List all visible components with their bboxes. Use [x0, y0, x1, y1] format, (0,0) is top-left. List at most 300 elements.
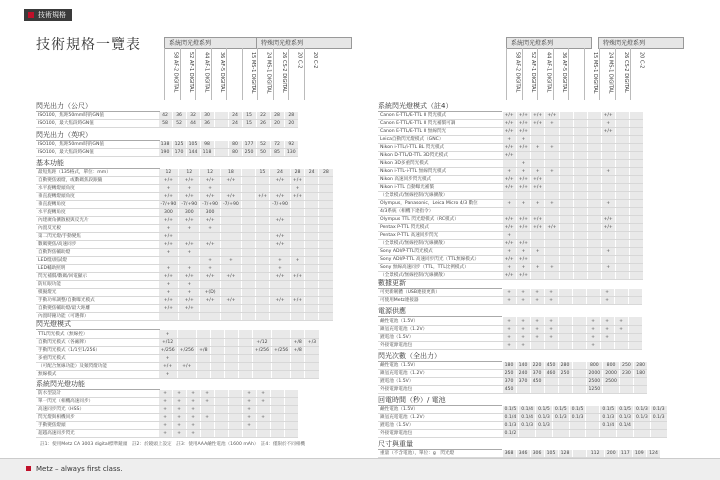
row-label: 超越高速同步閃光	[36, 430, 158, 438]
value-cell	[545, 128, 559, 136]
table-row	[378, 224, 643, 232]
value-cell	[220, 289, 241, 297]
value-cell: +	[256, 414, 270, 422]
value-cell: +/+	[531, 216, 545, 224]
value-cell	[214, 148, 228, 156]
value-cell	[615, 144, 629, 152]
value-cell	[615, 168, 629, 176]
value-cell	[224, 346, 238, 354]
value-cell	[305, 273, 319, 281]
value-cell	[238, 338, 252, 346]
table-row	[36, 430, 298, 438]
value-cell	[545, 136, 559, 144]
value-cell	[241, 177, 255, 185]
value-cell	[270, 398, 284, 406]
value-cell	[629, 144, 643, 152]
value-cell	[615, 136, 629, 144]
value-cell: +	[158, 225, 179, 233]
value-cell	[255, 249, 269, 257]
value-cell: +/256	[272, 346, 291, 354]
value-cell	[214, 422, 228, 430]
value-cell	[633, 430, 650, 438]
value-cell	[552, 422, 569, 430]
value-cell	[572, 333, 586, 341]
value-cell: +	[530, 297, 544, 305]
value-cell	[270, 281, 291, 289]
value-cell	[516, 192, 530, 200]
row-label: 自動變焦輔助燈/最大距離	[36, 305, 158, 313]
table-row	[36, 390, 298, 398]
value-cell	[601, 144, 615, 152]
value-cell: +	[158, 390, 172, 398]
value-cell	[587, 240, 601, 248]
left-model-header: 15 MS-1 DIGITAL	[242, 48, 258, 100]
value-cell	[629, 152, 643, 160]
value-cell	[220, 241, 241, 249]
value-cell	[629, 192, 643, 200]
value-cell	[241, 209, 255, 217]
value-cell: +/8	[196, 346, 210, 354]
value-cell	[305, 354, 319, 362]
value-cell	[615, 160, 629, 168]
value-cell	[241, 233, 255, 241]
value-cell	[220, 209, 241, 217]
value-cell: +/+	[220, 297, 241, 305]
value-cell: +/+	[220, 273, 241, 281]
row-label: （全景模式/無線控制/光線擴散）	[378, 240, 502, 248]
value-cell	[228, 414, 242, 422]
value-cell	[241, 193, 255, 201]
value-cell	[629, 240, 643, 248]
value-cell: 0.1/5	[502, 406, 519, 414]
value-cell	[573, 160, 587, 168]
value-cell	[228, 390, 242, 398]
value-cell: 52	[256, 141, 270, 149]
value-cell: +	[158, 281, 179, 289]
value-cell: +/+	[158, 177, 179, 185]
value-cell: +	[158, 422, 172, 430]
value-cell	[559, 216, 573, 224]
value-cell	[516, 385, 530, 393]
value-cell: +	[516, 200, 530, 208]
right-model-header: 36 AF-5 DIGITAL	[553, 48, 569, 100]
value-cell	[569, 430, 586, 438]
value-cell	[629, 232, 643, 240]
table-row	[36, 265, 333, 273]
value-cell	[214, 112, 228, 120]
value-cell	[573, 240, 587, 248]
value-cell	[600, 341, 614, 349]
value-cell	[600, 430, 617, 438]
row-label: 數碼變焦/高速同步	[36, 241, 158, 249]
value-cell	[619, 385, 633, 393]
value-cell: +	[545, 200, 559, 208]
value-cell	[305, 289, 319, 297]
value-cell	[241, 185, 255, 193]
value-cell: 24	[270, 169, 291, 177]
value-cell	[241, 281, 255, 289]
value-cell: 15	[255, 169, 269, 177]
table-row	[36, 225, 333, 233]
table-row	[36, 241, 333, 249]
value-cell	[629, 248, 643, 256]
value-cell	[270, 209, 291, 217]
left-section-table	[36, 330, 319, 378]
table-row	[36, 185, 333, 193]
value-cell	[319, 265, 333, 273]
value-cell: +/+	[502, 128, 516, 136]
table-row	[36, 233, 333, 241]
value-cell: 800	[603, 362, 620, 370]
value-cell: +	[545, 120, 559, 128]
value-cell	[603, 385, 620, 393]
value-cell	[290, 241, 304, 249]
table-row	[36, 414, 298, 422]
table-row	[378, 430, 667, 438]
value-cell	[614, 333, 628, 341]
value-cell: +/+	[200, 217, 221, 225]
value-cell: -7/+90	[179, 201, 200, 209]
value-cell	[284, 406, 298, 414]
value-cell	[629, 112, 643, 120]
left-special-group-header: 特殊閃光燈系列	[256, 37, 352, 49]
value-cell	[502, 160, 516, 168]
row-label: 垂直旋轉角度	[36, 201, 158, 209]
value-cell	[587, 256, 601, 264]
value-cell	[545, 192, 559, 200]
row-label: 自動變焦頭燈，或數碼焦段跟隨	[36, 177, 158, 185]
value-cell: 36	[200, 120, 214, 128]
value-cell	[305, 305, 319, 313]
value-cell: +/+	[270, 193, 291, 201]
value-cell	[270, 305, 291, 313]
table-row	[378, 289, 642, 297]
row-label: 多重閃光模式	[36, 354, 158, 362]
left-section-table	[36, 112, 298, 128]
value-cell	[255, 201, 269, 209]
value-cell: +	[600, 317, 614, 325]
value-cell: 0.1/3	[552, 414, 569, 422]
value-cell	[586, 406, 600, 414]
value-cell: +	[502, 341, 516, 349]
value-cell	[272, 338, 291, 346]
table-row	[378, 248, 643, 256]
value-cell: 2500	[586, 377, 603, 385]
table-row	[36, 201, 333, 209]
row-label: 內置反光板	[36, 225, 158, 233]
value-cell: 250	[558, 369, 572, 377]
row-label: 可使用Metz連接器	[378, 297, 502, 305]
right-section-title: 電源供應	[378, 307, 502, 317]
value-cell: +/8	[291, 346, 305, 354]
value-cell	[305, 362, 319, 370]
value-cell: +	[242, 390, 256, 398]
value-cell: +	[530, 325, 544, 333]
value-cell	[558, 317, 572, 325]
value-cell	[319, 201, 333, 209]
row-label: Canon E-TTL/E-TTL II 閃光模式	[378, 112, 502, 120]
table-row	[36, 346, 319, 354]
left-section-title: 閃光出力（英呎）	[36, 131, 160, 141]
table-row	[378, 325, 642, 333]
value-cell	[573, 136, 587, 144]
value-cell	[531, 192, 545, 200]
value-cell: +	[601, 264, 615, 272]
value-cell: +/+	[502, 152, 516, 160]
value-cell: 138	[158, 141, 172, 149]
value-cell: 346	[516, 450, 530, 458]
value-cell	[572, 297, 586, 305]
value-cell: 180	[633, 369, 647, 377]
value-cell	[530, 385, 544, 393]
value-cell	[544, 341, 558, 349]
value-cell	[552, 430, 569, 438]
value-cell: +	[186, 422, 200, 430]
table-row	[378, 144, 643, 152]
value-cell: 370	[530, 369, 544, 377]
value-cell	[559, 200, 573, 208]
left-model-header	[226, 48, 242, 100]
value-cell	[545, 176, 559, 184]
value-cell: 450	[530, 377, 544, 385]
value-cell: +	[290, 257, 304, 265]
value-cell	[305, 233, 319, 241]
value-cell	[256, 422, 270, 430]
value-cell: +/+	[179, 241, 200, 249]
value-cell	[615, 192, 629, 200]
row-label: 最短焦距（135格式，單位：mm）	[36, 169, 158, 177]
value-cell	[214, 430, 228, 438]
value-cell	[200, 406, 214, 414]
value-cell: 0.1/3	[502, 422, 519, 430]
value-cell: +	[530, 333, 544, 341]
value-cell	[305, 177, 319, 185]
value-cell	[572, 341, 586, 349]
value-cell	[284, 422, 298, 430]
value-cell	[319, 233, 333, 241]
value-cell	[214, 406, 228, 414]
value-cell	[601, 184, 615, 192]
value-cell	[587, 120, 601, 128]
brand-slogan: Metz – always first class.	[36, 465, 123, 473]
value-cell	[544, 385, 558, 393]
value-cell	[615, 232, 629, 240]
value-cell: 370	[516, 377, 530, 385]
value-cell	[587, 272, 601, 280]
value-cell: +/+	[220, 193, 241, 201]
value-cell: 2000	[603, 369, 620, 377]
row-label: 手動閃光模式（1/1至1/256）	[36, 346, 158, 354]
row-label: 鎳氫充電電池（1.2V）	[378, 369, 502, 377]
value-cell	[531, 240, 545, 248]
value-cell: 200	[604, 450, 618, 458]
value-cell: +/+	[270, 177, 291, 185]
table-row	[378, 422, 667, 430]
table-row	[36, 112, 298, 120]
value-cell: 24	[228, 112, 242, 120]
value-cell: +	[172, 422, 186, 430]
value-cell	[614, 341, 628, 349]
value-cell	[628, 325, 642, 333]
value-cell: +	[600, 297, 614, 305]
value-cell: +/+	[516, 240, 530, 248]
value-cell: 0.1/3	[633, 406, 650, 414]
value-cell	[531, 232, 545, 240]
value-cell	[272, 370, 291, 378]
value-cell	[284, 390, 298, 398]
value-cell: +	[242, 422, 256, 430]
value-cell: +	[158, 265, 179, 273]
table-row	[36, 209, 333, 217]
value-cell	[214, 398, 228, 406]
value-cell	[615, 184, 629, 192]
value-cell	[305, 201, 319, 209]
value-cell	[573, 192, 587, 200]
value-cell	[255, 289, 269, 297]
row-label: 防水型設計	[36, 390, 158, 398]
value-cell	[290, 265, 304, 273]
table-row	[36, 362, 319, 370]
value-cell: +/12	[252, 338, 271, 346]
value-cell	[224, 362, 238, 370]
value-cell	[545, 272, 559, 280]
value-cell	[615, 224, 629, 232]
value-cell	[270, 225, 291, 233]
value-cell	[558, 385, 572, 393]
value-cell	[179, 233, 200, 241]
value-cell: 180	[502, 362, 516, 370]
value-cell: +	[531, 200, 545, 208]
value-cell: 44	[186, 120, 200, 128]
row-label: 無線模式	[36, 370, 158, 378]
left-section-title: 基本功能	[36, 159, 160, 169]
value-cell: +	[601, 200, 615, 208]
value-cell: +/+	[502, 176, 516, 184]
value-cell	[586, 430, 600, 438]
value-cell	[319, 289, 333, 297]
table-row	[378, 297, 642, 305]
value-cell: +	[179, 225, 200, 233]
value-cell: +/+	[158, 193, 179, 201]
value-cell	[255, 209, 269, 217]
table-row	[36, 273, 333, 281]
value-cell	[559, 176, 573, 184]
row-label: 鎳氫充電電池（1.2V）	[378, 325, 502, 333]
value-cell	[241, 249, 255, 257]
value-cell: +	[502, 136, 516, 144]
value-cell	[601, 272, 615, 280]
value-cell	[290, 201, 304, 209]
value-cell	[319, 305, 333, 313]
value-cell: +/+	[179, 193, 200, 201]
value-cell	[559, 224, 573, 232]
row-label: 手動功率調整/自動曝光模式	[36, 297, 158, 305]
value-cell	[305, 209, 319, 217]
value-cell: 0.1/4	[519, 406, 536, 414]
value-cell	[241, 169, 255, 177]
value-cell: +	[531, 144, 545, 152]
value-cell: +	[531, 248, 545, 256]
value-cell	[573, 152, 587, 160]
table-row	[36, 141, 298, 149]
value-cell: 124	[646, 450, 660, 458]
table-row	[36, 249, 333, 257]
value-cell: +	[502, 168, 516, 176]
value-cell: 80	[228, 141, 242, 149]
value-cell	[615, 120, 629, 128]
value-cell: +/+	[270, 297, 291, 305]
table-row	[378, 216, 643, 224]
value-cell	[255, 313, 269, 321]
value-cell	[545, 248, 559, 256]
value-cell: 0.1/3	[617, 414, 634, 422]
value-cell: +/+	[179, 305, 200, 313]
value-cell: 170	[172, 148, 186, 156]
value-cell	[238, 362, 252, 370]
value-cell	[241, 313, 255, 321]
table-row	[36, 169, 333, 177]
value-cell: +	[179, 185, 200, 193]
value-cell	[305, 217, 319, 225]
value-cell	[255, 177, 269, 185]
table-row	[36, 281, 333, 289]
value-cell: 28	[284, 112, 298, 120]
table-row	[378, 232, 643, 240]
value-cell: +	[172, 406, 186, 414]
row-label: 閃光補償/數碼/回電顯示	[36, 273, 158, 281]
value-cell	[284, 430, 298, 438]
value-cell: +	[600, 333, 614, 341]
value-cell	[617, 430, 634, 438]
value-cell	[573, 120, 587, 128]
value-cell	[228, 430, 242, 438]
table-row	[378, 385, 647, 393]
right-section-title: 尺寸與重量	[378, 440, 502, 450]
value-cell: 0.1/5	[552, 406, 569, 414]
row-label: Nikon D-TTL/D-TTL 3D閃光模式	[378, 152, 502, 160]
table-row	[378, 136, 643, 144]
value-cell	[200, 305, 221, 313]
value-cell	[601, 136, 615, 144]
row-label: 外接電源電池包	[378, 430, 502, 438]
value-cell: +	[586, 317, 600, 325]
value-cell	[319, 281, 333, 289]
value-cell: +	[179, 289, 200, 297]
value-cell: +/+	[177, 362, 196, 370]
value-cell	[290, 217, 304, 225]
table-row	[36, 289, 333, 297]
row-label: LED燈/測試燈	[36, 257, 158, 265]
row-label: Olympus，Panasonic，Leica Micro 4/3 數位	[378, 200, 502, 208]
value-cell	[319, 313, 333, 321]
value-cell: +/+	[516, 224, 530, 232]
value-cell	[177, 370, 196, 378]
value-cell: 460	[544, 369, 558, 377]
value-cell: +	[242, 406, 256, 414]
value-cell	[196, 338, 210, 346]
value-cell: 0.1/5	[569, 406, 586, 414]
table-row	[36, 406, 298, 414]
row-label: Nikon i-TTL 自動曝光補償	[378, 184, 502, 192]
value-cell: +/+	[601, 112, 615, 120]
table-row	[36, 305, 333, 313]
value-cell: 280	[633, 362, 647, 370]
value-cell	[545, 216, 559, 224]
value-cell: 0.1/2	[502, 430, 519, 438]
value-cell	[256, 406, 270, 414]
value-cell: 1250	[586, 385, 603, 393]
value-cell: +	[158, 370, 177, 378]
